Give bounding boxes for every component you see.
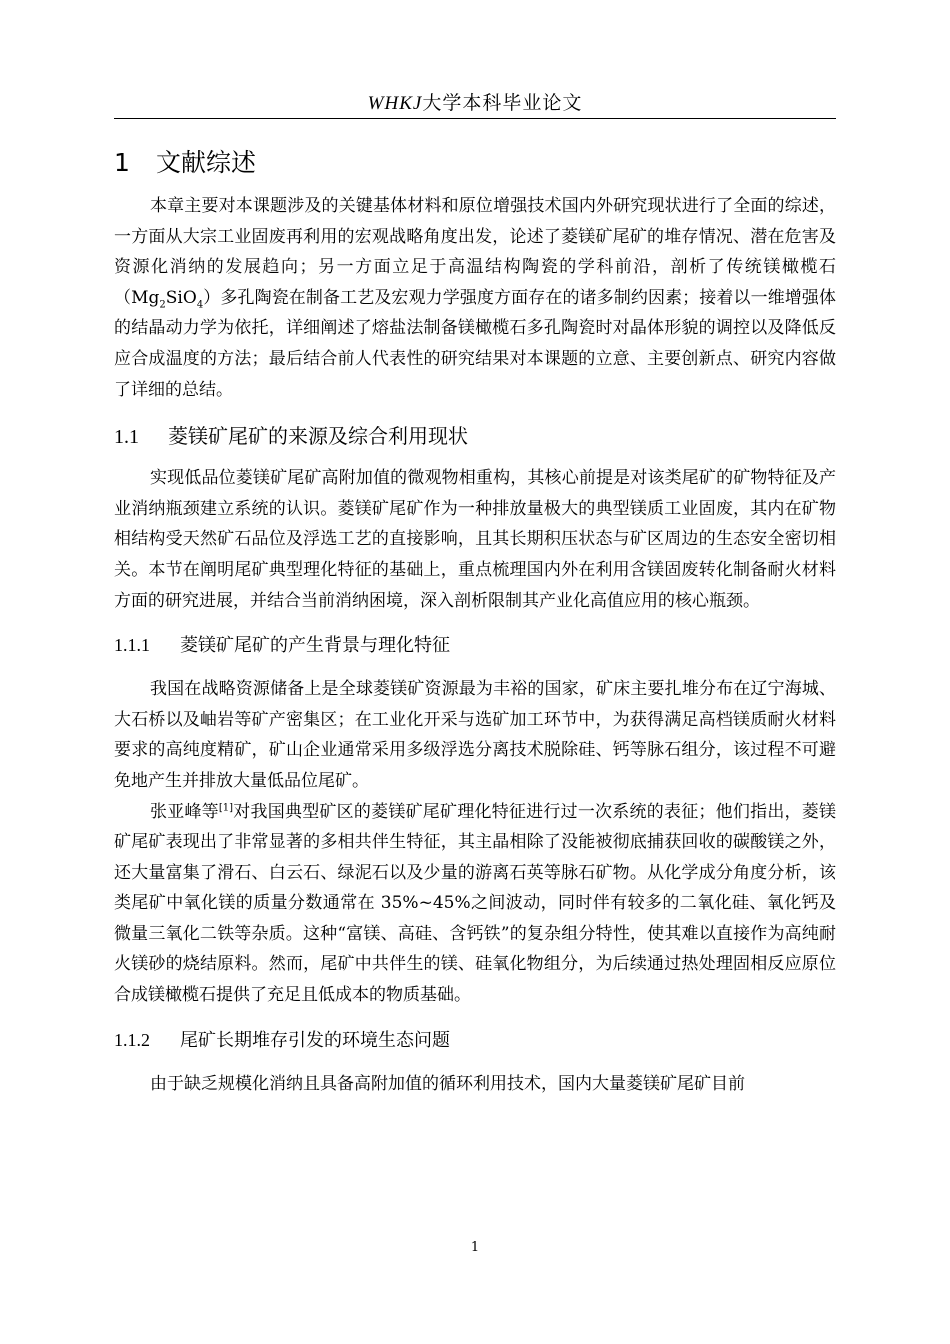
chapter-heading [114,143,836,183]
page-number: 1 [470,1240,480,1255]
subsection-1-1-1-paragraph-1: 我国在战略资源储备上是全球菱镁矿资源最为丰裕的国家，矿床主要扎堆分布在辽宁海城、大石桥以及岫岩等矿产密集区；在工业化开采与选矿加工环节中，为获得满足高档镁质耐火材料要求的高纯度精矿，矿山企业通常采用多级浮选分离技术脱除硅、钙等脉石组分，该过程不可避免地产生并排放大量低品位尾矿。 [114,679,836,791]
page-body [114,143,836,1099]
subsection-number: 1.1.2 [114,1029,150,1050]
chapter-title: 文献综述 [156,148,257,177]
section-heading-1-1 [114,419,836,453]
intro-text-2: SiO [165,287,197,308]
intro-text-3: ）多孔陶瓷在制备工艺及宏观力学强度方面存在的诸多制约因素；接着以一维增强体的结晶动力学为依托，详细阐述了熔盐法制备镁橄榄石多孔陶瓷时对晶体形貌的调控以及降低反应合成温度的方法；最后结合前人代表性的研究结果对本课题的立意、主要创新点、研究内容做了详细的总结。 [114,287,837,400]
subsection-1-1-2-paragraph: 由于缺乏规模化消纳且具备高附加值的循环利用技术，国内大量菱镁矿尾矿目前 [150,1073,745,1094]
subsection-title: 尾矿长期堆存引发的环境生态问题 [180,1029,450,1051]
subsection-heading-1-1-2 [114,1023,836,1057]
chapter-number: 1 [114,148,130,177]
header-title-chinese: 大学本科毕业论文 [422,92,583,114]
citation-reference[interactable]: [1] [218,801,234,813]
citation-author: 张亚峰等 [150,801,219,822]
intro-subscript-2: 4 [196,299,204,311]
paragraph-text: 对我国典型矿区的菱镁矿尾矿理化特征进行过一次系统的表征；他们指出，菱镁矿尾矿表现出了非常显著的多相共伴生特征，其主晶相除了没能被彻底捕获回收的碳酸镁之外，还大量富集了滑石、白云石、绿泥石以及少量的游离石英等脉石矿物。从化学成分角度分析，该类尾矿中氧化镁的质量分数通常在 35%~45%之间波动，同时伴有较多的二氧化硅、氧化钙及微量三氧化二铁等杂质。这种“富镁、高硅、含钙铁”的复杂组分特性，使其难以直接作为高纯耐火镁砂的烧结原料。然而，尾矿中共伴生的镁、硅氧化物组分，为后续通过热处理固相反应原位合成镁橄榄石提供了充足且低成本的物质基础。 [114,801,836,1006]
running-header [114,88,836,119]
section-title: 菱镁矿尾矿的来源及综合利用现状 [168,424,468,449]
subsection-1-1-1-paragraph-2 [114,797,836,1011]
subsection-heading-1-1-1 [114,628,836,662]
subsection-title: 菱镁矿尾矿的产生背景与理化特征 [180,635,450,657]
header-title-latin: WHKJ [367,93,423,114]
subsection-number: 1.1.1 [114,635,150,656]
intro-subscript-1: 2 [159,299,166,311]
intro-paragraph [114,191,836,405]
section-number: 1.1 [114,426,139,449]
intro-text-1: 本章主要对本课题涉及的关键基体材料和原位增强技术国内外研究现状进行了全面的综述，一方面从大宗工业固废再利用的宏观战略角度出发，论述了菱镁矿尾矿的堆存情况、潜在危害及资源化消纳的发展趋向；另一方面立足于高温结构陶瓷的学科前沿，剖析了传统镁橄榄石（Mg [114,196,836,308]
section-1-1-paragraph: 实现低品位菱镁矿尾矿高附加值的微观物相重构，其核心前提是对该类尾矿的矿物特征及产业消纳瓶颈建立系统的认识。菱镁矿尾矿作为一种排放量极大的典型镁质工业固废，其内在矿物相结构受天然矿石品位及浮选工艺的直接影响，且其长期积压状态与矿区周边的生态安全密切相关。本节在阐明尾矿典型理化特征的基础上，重点梳理国内外在利用含镁固废转化制备耐火材料方面的研究进展，并结合当前消纳困境，深入剖析限制其产业化高值应用的核心瓶颈。 [114,468,836,611]
